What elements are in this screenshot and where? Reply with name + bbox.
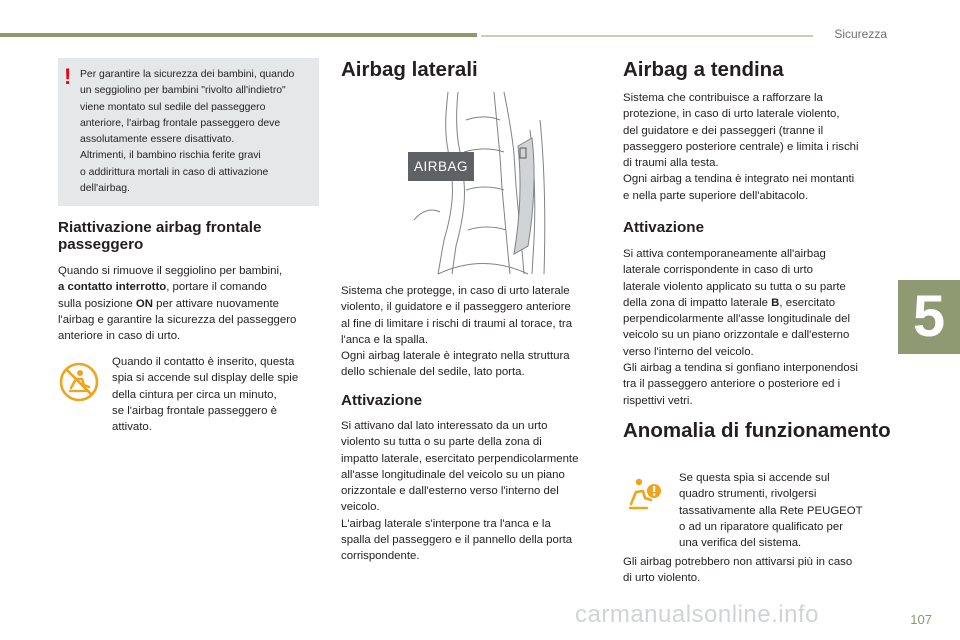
para-line: Si attiva contemporaneamente all'airbag <box>623 248 826 260</box>
heading-line: passeggero <box>58 236 144 253</box>
header-rule-right <box>481 35 813 37</box>
para-line: quadro strumenti, rivolgersi <box>679 488 817 501</box>
airbag-off-icon-text <box>112 354 324 435</box>
para-line: veicolo su un piano orizzontale e dall'esterno <box>623 329 850 342</box>
para-line <box>58 279 323 295</box>
para-line: verso l'interno del veicolo. <box>623 345 754 358</box>
para-line: Quando si rimuove il seggiolino per bambini, <box>58 265 283 277</box>
para-line: Sistema che protegge, in caso di urto laterale <box>341 285 570 297</box>
airbag-fault-warning-icon <box>625 474 665 514</box>
para-line: protezione, in caso di urto laterale violento, <box>623 108 840 121</box>
para-line: passeggero posteriore centrale) e limita i rischi <box>623 140 859 153</box>
para-line: spalla del passeggero e il pannello della porta <box>341 534 573 547</box>
airbag-label: AIRBAG <box>408 152 474 181</box>
para-line: laterale violento applicato su tutta o su parte <box>623 280 846 293</box>
warning-box <box>58 58 319 206</box>
text: sulla posizione <box>58 297 136 310</box>
para-line: di traumi alla testa. <box>623 157 719 170</box>
section-title: Sicurezza <box>834 27 887 41</box>
warning-line: un seggiolino per bambini "rivolto all'indietro" <box>80 85 286 97</box>
watermark: carmanualsonline.info <box>575 601 819 628</box>
para-line: rispettivi vetri. <box>623 394 693 407</box>
para-line: al fine di limitare i rischi di traumi al torace, tra <box>341 317 573 330</box>
page-number: 107 <box>910 612 932 627</box>
para-line: L'airbag laterale s'interpone tra l'anca e la <box>341 517 551 530</box>
warning-line: dell'airbag. <box>80 183 130 195</box>
para-line: Ogni airbag a tendina è integrato nei montanti <box>623 173 855 186</box>
para-line: perpendicolarmente all'asse longitudinale del <box>623 313 850 326</box>
para-line: tassativamente alla Rete PEUGEOT <box>679 504 863 517</box>
para-line: se l'airbag frontale passeggero è <box>112 404 277 417</box>
para-line: una verifica del sistema. <box>679 537 802 550</box>
warning-line: Per garantire la sicurezza dei bambini, quando <box>80 69 295 80</box>
warning-exclamation-icon: ! <box>64 64 72 89</box>
warning-line: o addirittura mortali in caso di attivazione <box>80 166 269 178</box>
anomaly-title: Anomalia di funzionamento <box>623 419 891 442</box>
bold-text: B <box>771 296 780 309</box>
para-line: violento, il guidatore e il passeggero anteriore <box>341 301 571 314</box>
para-line: veicolo. <box>341 501 380 514</box>
text: della zona di impatto laterale <box>623 296 772 309</box>
side-activation-paragraph <box>341 418 606 565</box>
para-line: all'asse longitudinale del veicolo su un piano <box>341 468 565 481</box>
para-line <box>58 296 323 312</box>
para-line: anteriore in caso di urto. <box>58 330 181 343</box>
para-line: della cintura per circa un minuto, <box>112 388 277 401</box>
fault-icon-text <box>679 470 889 551</box>
warning-line: viene montato sul sedile del passeggero <box>80 101 266 113</box>
para-line: Gli airbag potrebbero non attivarsi più in caso <box>623 556 853 568</box>
para-line: corrispondente. <box>341 550 420 563</box>
para-line: Quando il contatto è inserito, questa <box>112 356 295 368</box>
para-line: l'anca e la spalla. <box>341 333 429 346</box>
para-line: Sistema che contribuisce a rafforzare la <box>623 92 823 104</box>
para-line: e nella parte superiore dell'abitacolo. <box>623 189 809 202</box>
side-airbags-title: Airbag laterali <box>341 58 478 81</box>
para-line: o ad un riparatore qualificato per <box>679 520 844 533</box>
para-line: impatto laterale, esercitato perpendicolarmente <box>341 452 579 465</box>
warning-line: anteriore, l'airbag frontale passeggero deve <box>80 117 281 129</box>
para-line: Ogni airbag laterale è integrato nella struttura <box>341 350 570 363</box>
para-line: dello schienale del sedile, lato porta. <box>341 366 525 379</box>
para-line: violento su tutta o su parte della zona di <box>341 436 542 449</box>
chapter-tab <box>898 280 960 354</box>
para-line: spia si accende sul display delle spie <box>112 372 299 385</box>
para-line: Se questa spia si accende sul <box>679 472 830 484</box>
curtain-activation-heading: Attivazione <box>623 219 705 236</box>
para-line: di urto violento. <box>623 572 701 585</box>
para-line: orizzontale e dall'esterno verso l'interno del <box>341 485 559 498</box>
chapter-number: 5 <box>912 284 946 349</box>
curtain-activation-paragraph <box>623 246 891 409</box>
warning-line: Altrimenti, il bambino rischia ferite gravi <box>80 150 261 162</box>
airbag-off-warning-icon <box>58 361 100 403</box>
para-line: del guidatore e dei passeggeri (tranne il <box>623 124 824 137</box>
curtain-airbags-title: Airbag a tendina <box>623 58 784 81</box>
para-line: l'airbag e garantire la sicurezza del passeggero <box>58 313 297 326</box>
reactivation-paragraph <box>58 263 323 344</box>
heading-line: Riattivazione airbag frontale <box>58 219 262 236</box>
para-line: Si attivano dal lato interessato da un urto <box>341 420 548 432</box>
para-line <box>623 295 891 311</box>
para-line: attivato. <box>112 421 152 434</box>
warning-line: assolutamente essere disattivato. <box>80 134 235 146</box>
text: , esercitato <box>779 296 836 309</box>
header-rule-left <box>0 33 477 37</box>
para-line: laterale corrispondente in caso di urto <box>623 264 813 277</box>
para-line: Gli airbag a tendina si gonfiano interponendosi <box>623 362 858 375</box>
reactivation-heading <box>58 219 261 253</box>
text: per attivare nuovamente <box>152 297 279 310</box>
fault-after-paragraph <box>623 554 888 587</box>
text: , portare il comando <box>166 281 267 294</box>
para-line: tra il passeggero anteriore o posteriore ed i <box>623 378 841 391</box>
warning-text <box>80 67 316 197</box>
curtain-airbags-paragraph <box>623 90 888 204</box>
side-airbags-paragraph <box>341 283 603 381</box>
seat-airbag-illustration <box>408 90 558 276</box>
bold-text: ON <box>135 297 153 310</box>
side-activation-heading: Attivazione <box>341 392 423 409</box>
bold-text: a contatto interrotto <box>58 281 167 294</box>
